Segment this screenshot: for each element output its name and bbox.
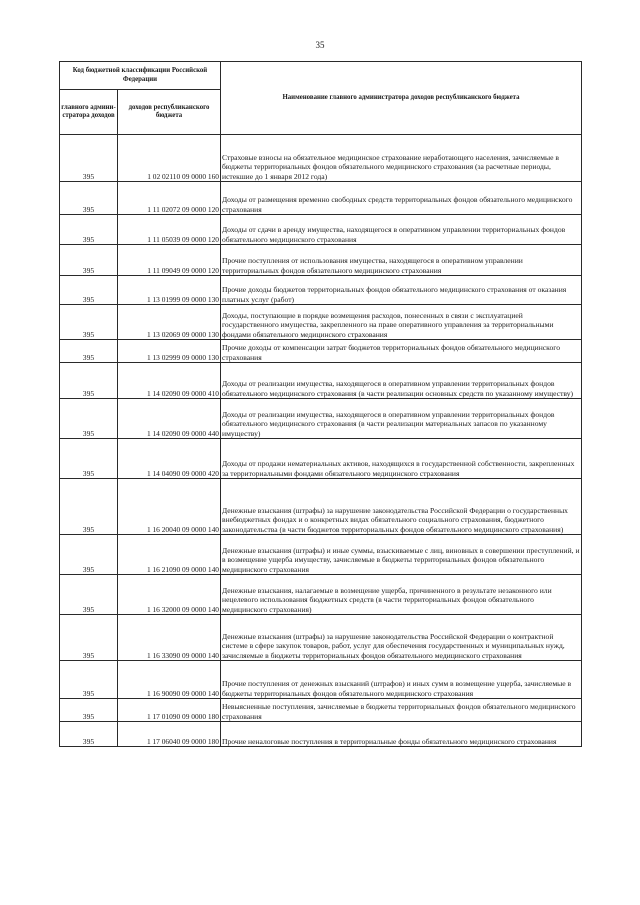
table-row [60, 215, 582, 245]
table-row [60, 535, 582, 575]
table-row [60, 615, 582, 661]
revenue-code-cell: 1 14 02090 09 0000 440 [118, 399, 221, 439]
admin-code-cell: 395 [60, 615, 118, 661]
revenue-name-cell: Страховые взносы на обязательное медицинское страхование неработающего населения, зачисляемые в бюджеты территориальных фондов обязательного медицинского страхования (за расчетные периоды, истекшие до 1 января 2012 года) [221, 135, 582, 182]
admin-code-cell: 395 [60, 699, 118, 722]
revenue-code-cell: 1 17 01090 09 0000 180 [118, 699, 221, 722]
revenue-name-cell: Доходы от сдачи в аренду имущества, находящегося в оперативном управлении территориальных фондов обязательного медицинского страхования [221, 215, 582, 245]
revenue-name-cell: Прочие поступления от использования имущества, находящегося в оперативном управлении территориальных фондов обязательного медицинского страхования [221, 245, 582, 276]
revenue-name-cell: Доходы, поступающие в порядке возмещения расходов, понесенных в связи с эксплуатацией государственного имущества, закрепленного на праве оперативного управления за территориальными фондами обязательного медицинского страхования [221, 305, 582, 340]
table-row [60, 479, 582, 535]
admin-code-cell: 395 [60, 182, 118, 215]
admin-code-cell: 395 [60, 722, 118, 747]
revenue-name-cell: Прочие поступления от денежных взысканий (штрафов) и иных сумм в возмещение ущерба, зачисляемые в бюджеты территориальных фондов обязательного медицинского страхования [221, 661, 582, 699]
revenue-name-cell: Денежные взыскания (штрафы) и иные суммы, взыскиваемые с лиц, виновных в совершении преступлений, и в возмещение ущерба имуществу, зачисляемые в бюджеты территориальных фондов обязательного медицинского страхования [221, 535, 582, 575]
revenue-code-cell: 1 14 02090 09 0000 410 [118, 363, 221, 399]
revenue-name-cell: Прочие неналоговые поступления в территориальные фонды обязательного медицинского страхования [221, 722, 582, 747]
revenue-name-cell: Доходы от реализации имущества, находящегося в оперативном управлении территориальных фондов обязательного медицинского страхования (в части реализации материальных запасов по указанному имуществу) [221, 399, 582, 439]
revenue-name-cell: Доходы от размещения временно свободных средств территориальных фондов обязательного медицинского страхования [221, 182, 582, 215]
revenue-code-cell: 1 16 33090 09 0000 140 [118, 615, 221, 661]
revenue-code-cell: 1 16 32000 09 0000 140 [118, 575, 221, 615]
table-row [60, 699, 582, 722]
admin-code-cell: 395 [60, 661, 118, 699]
revenue-name-cell: Денежные взыскания, налагаемые в возмещение ущерба, причиненного в результате незаконного или нецелевого использования бюджетных средств (в части территориальных фондов обязательного медицинского страхования) [221, 575, 582, 615]
revenue-code-cell: 1 16 20040 09 0000 140 [118, 479, 221, 535]
admin-code-header: главного админи-стратора доходов [60, 90, 118, 135]
admin-code-cell: 395 [60, 276, 118, 305]
revenue-name-cell: Прочие доходы от компенсации затрат бюджетов территориальных фондов обязательного медицинского страхования [221, 340, 582, 363]
admin-code-cell: 395 [60, 215, 118, 245]
admin-code-cell: 395 [60, 399, 118, 439]
table-row [60, 439, 582, 479]
admin-code-cell: 395 [60, 305, 118, 340]
table-row [60, 575, 582, 615]
table-row [60, 399, 582, 439]
revenue-code-cell: 1 16 90090 09 0000 140 [118, 661, 221, 699]
table-row [60, 722, 582, 747]
classification-group-header: Код бюджетной классификации Российской Федерации [60, 62, 221, 90]
revenue-name-cell: Невыясненные поступления, зачисляемые в бюджеты территориальных фондов обязательного медицинского страхования [221, 699, 582, 722]
revenue-code-cell: 1 13 02999 09 0000 130 [118, 340, 221, 363]
revenue-code-cell: 1 11 02072 09 0000 120 [118, 182, 221, 215]
revenue-name-cell: Денежные взыскания (штрафы) за нарушение законодательства Российской Федерации о государственных внебюджетных фондах и о конкретных видах обязательного социального страхования, бюджетного законодательства (в части бюджетов территориальных фондов обязательного медицинского страхования) [221, 479, 582, 535]
revenue-code-cell: 1 13 02069 09 0000 130 [118, 305, 221, 340]
admin-code-cell: 395 [60, 363, 118, 399]
table-row [60, 340, 582, 363]
page-number: 35 [315, 40, 325, 50]
admin-code-cell: 395 [60, 439, 118, 479]
revenue-code-header: доходов республиканского бюджета [118, 90, 221, 135]
administrator-name-header: Наименование главного администратора доходов республиканского бюджета [221, 62, 582, 135]
revenue-name-cell: Доходы от продажи нематериальных активов, находящихся в государственной собственности, закрепленных за территориальными фондами обязательного медицинского страхования [221, 439, 582, 479]
table-row [60, 245, 582, 276]
revenue-code-cell: 1 13 01999 09 0000 130 [118, 276, 221, 305]
revenue-name-cell: Доходы от реализации имущества, находящегося в оперативном управлении территориальных фондов обязательного медицинского страхования (в части реализации основных средств по указанному имуществу) [221, 363, 582, 399]
revenue-code-cell: 1 17 06040 09 0000 180 [118, 722, 221, 747]
admin-code-cell: 395 [60, 535, 118, 575]
table-row [60, 305, 582, 340]
table-body [60, 135, 582, 747]
revenue-name-cell: Денежные взыскания (штрафы) за нарушение законодательства Российской Федерации о контрактной системе в сфере закупок товаров, работ, услуг для обеспечения государственных и муниципальных нужд, зачисляемые в бюджеты территориальных фондов обязательного медицинского страхования [221, 615, 582, 661]
table-row [60, 661, 582, 699]
admin-code-cell: 395 [60, 575, 118, 615]
revenue-name-cell: Прочие доходы бюджетов территориальных фондов обязательного медицинского страхования от оказания платных услуг (работ) [221, 276, 582, 305]
table-row [60, 182, 582, 215]
revenue-code-cell: 1 14 04090 09 0000 420 [118, 439, 221, 479]
table-row [60, 276, 582, 305]
revenue-code-cell: 1 16 21090 09 0000 140 [118, 535, 221, 575]
admin-code-cell: 395 [60, 135, 118, 182]
admin-code-cell: 395 [60, 340, 118, 363]
table-row [60, 363, 582, 399]
revenue-code-cell: 1 02 02110 09 0000 160 [118, 135, 221, 182]
table-row [60, 135, 582, 182]
revenue-classification-table [59, 61, 582, 747]
revenue-code-cell: 1 11 09049 09 0000 120 [118, 245, 221, 276]
revenue-code-cell: 1 11 05039 09 0000 120 [118, 215, 221, 245]
admin-code-cell: 395 [60, 245, 118, 276]
admin-code-cell: 395 [60, 479, 118, 535]
